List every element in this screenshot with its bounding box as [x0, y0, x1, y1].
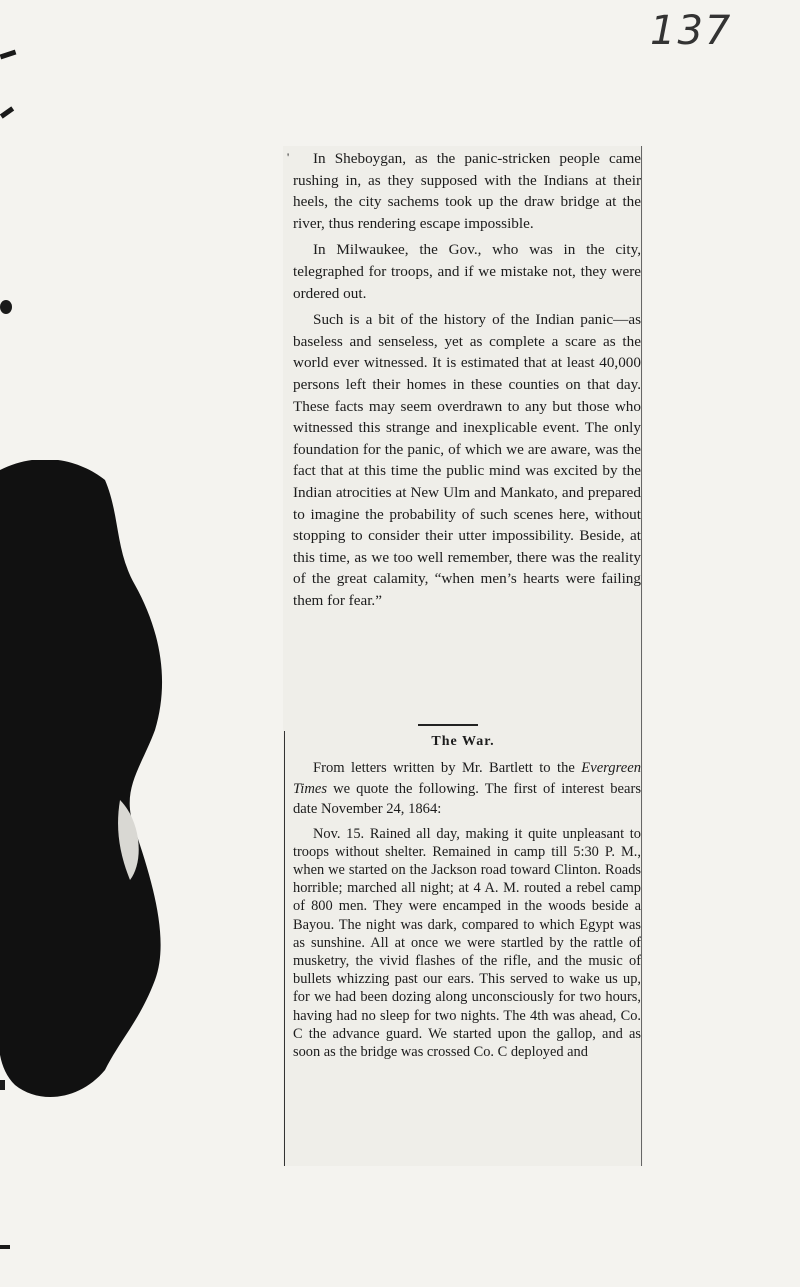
paragraph: In Milwaukee, the Gov., who was in the city, telegraphed for troops, and if we mistake not, they were ordered out. — [293, 241, 641, 302]
newspaper-title: Evergreen Times — [293, 760, 641, 797]
section-divider — [418, 724, 478, 726]
binding-mark — [0, 300, 12, 314]
intro-text: From letters written by Mr. Bartlett to the — [313, 760, 582, 776]
binding-mark — [0, 50, 16, 60]
paragraph: Such is a bit of the history of the Indian panic—as baseless and senseless, yet as complete a scare as the world ever witnessed. It is estimated that at least 40,000 persons left their homes in these counties on that day. These facts may seem overdrawn to any but those who witnessed this strange and inexplicable event. The only foundation for the panic, of which we are aware, was the fact that at this time the public mind was excited by the Indian atrocities at New Ulm and Mankato, and prepared to imagine the probability of such scenes here, without stopping to consider their utter impossibility. Beside, at this time, as we too well remember, there was the reality of the great calamity, “when men’s hearts were failing them for fear.” — [293, 311, 641, 609]
print-mark: ' — [287, 150, 290, 164]
intro-text: we quote the following. The first of interest bears date November 24, 1864: — [293, 780, 641, 817]
column-rule-right — [641, 146, 642, 1166]
paragraph-letter: Nov. 15. Rained all day, making it quite unpleasant to troops without shelter. Remained in camp till 5:30 P. M., when we started on the Jackson road toward Clinton. Roads horrible; marched all night; at 4 A. M. routed a rebel camp of 800 men. They were encamped in the woods beside a Bayou. The night was dark, compared to which Egypt was as sunshine. All at once we were startled by the rattle of musketry, the vivid flashes of the rifle, and the music of bullets whizzing past our ears. This served to wake us up, for we had been dozing along unconsciously for two hours, having had no sleep for two nights. The 4th was ahead, Co. C the advance guard. We started upon the gallop, and as soon as the bridge was crossed Co. C deployed and — [293, 825, 641, 1060]
paragraph-intro — [293, 758, 641, 820]
paragraph: In Sheboygan, as the panic-stricken people came rushing in, as they supposed with the Indians at their heels, the city sachems took up the draw bridge at the river, thus rendering escape impossible. — [293, 150, 641, 232]
page-number: 137 — [650, 8, 733, 54]
article-war — [293, 758, 641, 1061]
binding-mark — [0, 106, 14, 118]
binding-mark — [0, 1245, 10, 1249]
column-rule-left — [284, 731, 285, 1166]
torn-paper-shadow — [0, 460, 170, 1100]
article-panic — [293, 148, 641, 611]
newspaper-clipping — [283, 146, 643, 1166]
section-heading: The War. — [431, 734, 495, 749]
